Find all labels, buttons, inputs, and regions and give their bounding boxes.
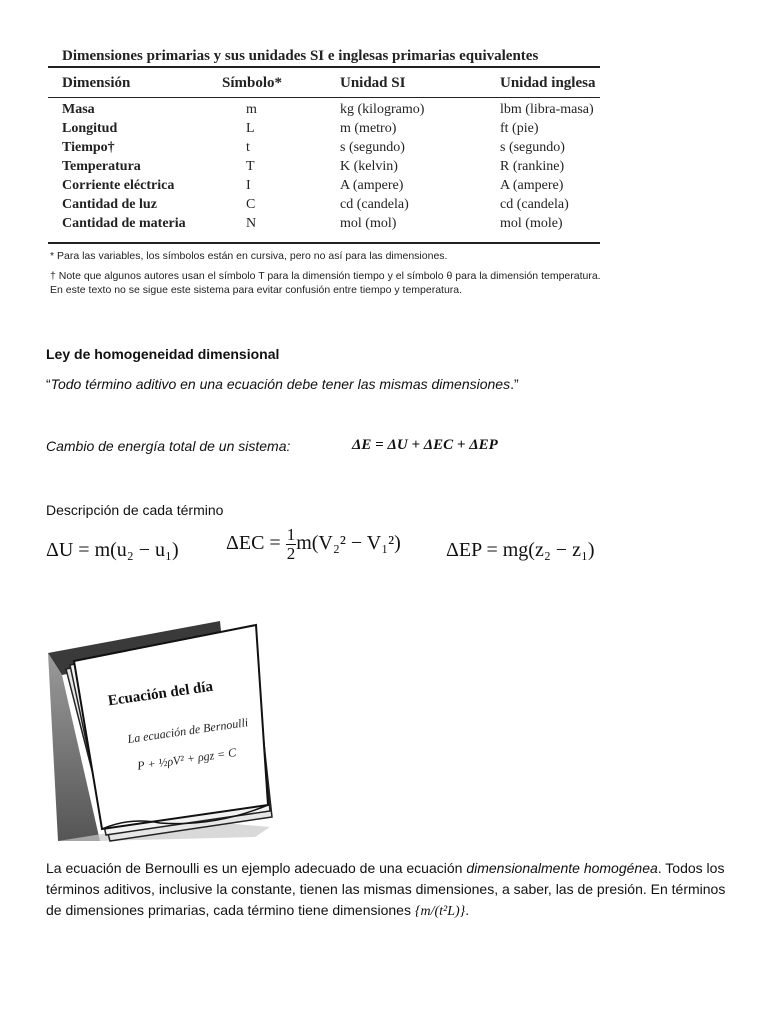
table-footnote-2: † Note que algunos autores usan el símbolo T para la dimensión tiempo y el símbolo θ para la dimensión temperatura. En este texto no se sigue este sistema para evitar confusión entre tiempo y temperatura.: [50, 270, 601, 296]
table-title: Dimensiones primarias y sus unidades SI e inglesas primarias equivalentes: [62, 48, 539, 64]
formula-delta-ep: ΔEP = mg(z₂ − z₁): [446, 539, 595, 561]
table-bottom-rule: [48, 242, 600, 244]
cell-symbol: I: [246, 178, 251, 193]
calendar-subtitle: La ecuación de Bernoulli: [126, 715, 249, 746]
cell-dimension: Cantidad de materia: [62, 216, 186, 231]
cell-symbol: C: [246, 197, 256, 212]
cell-si-unit: s (segundo): [340, 140, 405, 155]
cell-english-unit: ft (pie): [500, 121, 539, 136]
formula-delta-ec: ΔEC = $\frac{1}{2}$ m(V₂² − V₁²): [226, 525, 401, 563]
cell-english-unit: s (segundo): [500, 140, 565, 155]
cell-english-unit: mol (mole): [500, 216, 563, 231]
cell-dimension: Longitud: [62, 121, 118, 136]
energy-equation: ΔE = ΔU + ΔEC + ΔEP: [352, 437, 498, 453]
energy-change-label: Cambio de energía total de un sistema:: [46, 438, 291, 454]
calendar-title: Ecuación del día: [106, 678, 215, 710]
cell-english-unit: lbm (libra-masa): [500, 102, 594, 117]
cell-symbol: N: [246, 216, 257, 231]
cell-si-unit: K (kelvin): [340, 159, 398, 174]
law-quote: “Todo término aditivo en una ecuación debe tener las mismas dimensiones.”: [46, 376, 519, 392]
table-header-rule: [48, 97, 600, 98]
table-top-rule: [48, 66, 600, 68]
cell-si-unit: A (ampere): [340, 178, 404, 193]
description-heading: Descripción de cada término: [46, 502, 224, 518]
cell-dimension: Corriente eléctrica: [62, 178, 175, 193]
cell-dimension: Tiempo†: [62, 140, 115, 155]
cell-dimension: Masa: [62, 102, 95, 117]
cell-symbol: L: [246, 121, 255, 136]
cell-symbol: m: [246, 102, 257, 117]
cell-si-unit: m (metro): [340, 121, 397, 136]
cell-si-unit: mol (mol): [340, 216, 397, 231]
calendar-illustration: [40, 605, 290, 855]
table-footnote-1: * Para las variables, los símbolos están en cursiva, pero no así para las dimensiones.: [50, 250, 448, 262]
cell-si-unit: kg (kilogramo): [340, 102, 425, 117]
cell-dimension: Temperatura: [62, 159, 141, 174]
header-si-unit: Unidad SI: [340, 75, 406, 91]
header-english-unit: Unidad inglesa: [500, 75, 596, 91]
cell-english-unit: R (rankine): [500, 159, 565, 174]
cell-symbol: t: [246, 140, 250, 155]
fraction-one-half: $\frac{1}{2}$: [286, 525, 296, 563]
cell-symbol: T: [246, 159, 255, 174]
formula-delta-u: ΔU = m(u₂ − u₁): [46, 539, 179, 561]
calendar-equation: P + ½ρV² + ρgz = C: [136, 745, 237, 773]
bernoulli-paragraph: La ecuación de Bernoulli es un ejemplo adecuado de una ecuación dimensionalmente homogénea. Todos los términos aditivos, inclusive la constante, tienen las mismas dimensiones, a saber, las de presión. En términos de dimensiones primarias, cada término tiene dimensiones {m/(t²L)}.: [46, 860, 726, 919]
cell-english-unit: cd (candela): [500, 197, 569, 212]
cell-english-unit: A (ampere): [500, 178, 564, 193]
header-dimension: Dimensión: [62, 75, 131, 91]
cell-si-unit: cd (candela): [340, 197, 409, 212]
law-heading: Ley de homogeneidad dimensional: [46, 346, 280, 362]
header-symbol: Símbolo*: [222, 75, 283, 91]
cell-dimension: Cantidad de luz: [62, 197, 157, 212]
